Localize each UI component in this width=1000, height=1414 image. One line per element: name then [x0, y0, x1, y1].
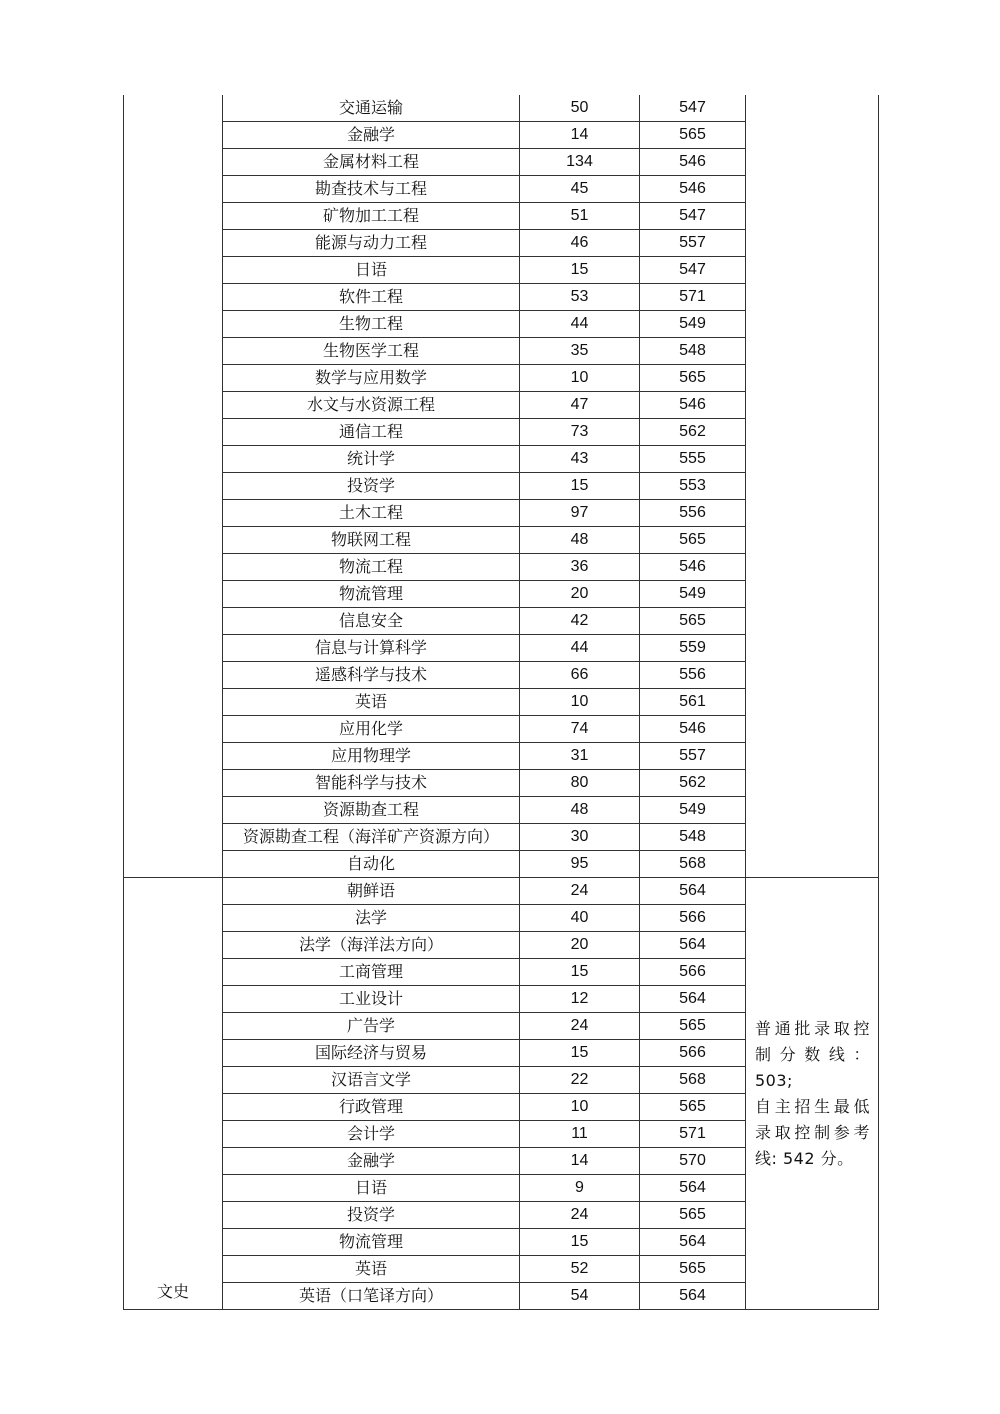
major-name-cell: 金融学: [223, 122, 520, 149]
category-cell-science: [124, 95, 223, 878]
major-name-cell: 水文与水资源工程: [223, 392, 520, 419]
major-name-cell: 汉语言文学: [223, 1067, 520, 1094]
min-score-cell: 559: [640, 635, 746, 662]
admitted-count-cell: 10: [520, 1094, 640, 1121]
major-name-cell: 勘查技术与工程: [223, 176, 520, 203]
min-score-cell: 557: [640, 230, 746, 257]
admitted-count-cell: 48: [520, 527, 640, 554]
major-name-cell: 应用化学: [223, 716, 520, 743]
min-score-cell: 546: [640, 149, 746, 176]
major-name-cell: 物流管理: [223, 1229, 520, 1256]
admitted-count-cell: 42: [520, 608, 640, 635]
min-score-cell: 561: [640, 689, 746, 716]
min-score-cell: 564: [640, 932, 746, 959]
major-name-cell: 信息安全: [223, 608, 520, 635]
note-line: 线: 542 分。: [755, 1148, 854, 1168]
min-score-cell: 548: [640, 338, 746, 365]
note-cell-science: [746, 95, 879, 878]
min-score-cell: 564: [640, 1283, 746, 1310]
major-name-cell: 智能科学与技术: [223, 770, 520, 797]
min-score-cell: 549: [640, 581, 746, 608]
major-name-cell: 统计学: [223, 446, 520, 473]
admitted-count-cell: 14: [520, 122, 640, 149]
admitted-count-cell: 44: [520, 311, 640, 338]
admitted-count-cell: 134: [520, 149, 640, 176]
major-name-cell: 金属材料工程: [223, 149, 520, 176]
table-row: [124, 95, 879, 122]
major-name-cell: 行政管理: [223, 1094, 520, 1121]
min-score-cell: 566: [640, 1040, 746, 1067]
major-name-cell: 法学（海洋法方向）: [223, 932, 520, 959]
min-score-cell: 549: [640, 797, 746, 824]
admitted-count-cell: 40: [520, 905, 640, 932]
admitted-count-cell: 20: [520, 581, 640, 608]
min-score-cell: 557: [640, 743, 746, 770]
min-score-cell: 564: [640, 1229, 746, 1256]
major-name-cell: 日语: [223, 1175, 520, 1202]
admitted-count-cell: 24: [520, 1013, 640, 1040]
min-score-cell: 565: [640, 1256, 746, 1283]
major-name-cell: 通信工程: [223, 419, 520, 446]
min-score-cell: 568: [640, 851, 746, 878]
major-name-cell: 软件工程: [223, 284, 520, 311]
table-row: [124, 878, 879, 905]
min-score-cell: 565: [640, 1094, 746, 1121]
major-name-cell: 英语: [223, 689, 520, 716]
admitted-count-cell: 9: [520, 1175, 640, 1202]
min-score-cell: 571: [640, 1121, 746, 1148]
admitted-count-cell: 24: [520, 1202, 640, 1229]
major-name-cell: 英语: [223, 1256, 520, 1283]
admitted-count-cell: 22: [520, 1067, 640, 1094]
major-name-cell: 自动化: [223, 851, 520, 878]
admission-score-table: [123, 95, 879, 1310]
admitted-count-cell: 66: [520, 662, 640, 689]
min-score-cell: 555: [640, 446, 746, 473]
major-name-cell: 遥感科学与技术: [223, 662, 520, 689]
min-score-cell: 547: [640, 257, 746, 284]
admission-score-sheet: [123, 95, 878, 1310]
min-score-cell: 562: [640, 770, 746, 797]
admitted-count-cell: 35: [520, 338, 640, 365]
category-cell-arts: 文史: [124, 878, 223, 1310]
admitted-count-cell: 48: [520, 797, 640, 824]
admitted-count-cell: 15: [520, 1229, 640, 1256]
admitted-count-cell: 36: [520, 554, 640, 581]
admitted-count-cell: 12: [520, 986, 640, 1013]
note-line: 制分数线：: [755, 1044, 870, 1064]
major-name-cell: 英语（口笔译方向）: [223, 1283, 520, 1310]
major-name-cell: 国际经济与贸易: [223, 1040, 520, 1067]
admitted-count-cell: 10: [520, 365, 640, 392]
major-name-cell: 投资学: [223, 473, 520, 500]
min-score-cell: 565: [640, 1202, 746, 1229]
admitted-count-cell: 95: [520, 851, 640, 878]
min-score-cell: 547: [640, 203, 746, 230]
min-score-cell: 546: [640, 176, 746, 203]
major-name-cell: 广告学: [223, 1013, 520, 1040]
major-name-cell: 土木工程: [223, 500, 520, 527]
admitted-count-cell: 80: [520, 770, 640, 797]
admitted-count-cell: 24: [520, 878, 640, 905]
admitted-count-cell: 31: [520, 743, 640, 770]
min-score-cell: 553: [640, 473, 746, 500]
major-name-cell: 日语: [223, 257, 520, 284]
min-score-cell: 565: [640, 365, 746, 392]
admitted-count-cell: 52: [520, 1256, 640, 1283]
major-name-cell: 信息与计算科学: [223, 635, 520, 662]
major-name-cell: 交通运输: [223, 95, 520, 122]
min-score-cell: 564: [640, 878, 746, 905]
admitted-count-cell: 15: [520, 473, 640, 500]
min-score-cell: 547: [640, 95, 746, 122]
min-score-cell: 568: [640, 1067, 746, 1094]
min-score-cell: 571: [640, 284, 746, 311]
admitted-count-cell: 46: [520, 230, 640, 257]
min-score-cell: 549: [640, 311, 746, 338]
admitted-count-cell: 14: [520, 1148, 640, 1175]
admitted-count-cell: 15: [520, 257, 640, 284]
min-score-cell: 564: [640, 986, 746, 1013]
min-score-cell: 565: [640, 608, 746, 635]
major-name-cell: 生物工程: [223, 311, 520, 338]
major-name-cell: 物联网工程: [223, 527, 520, 554]
min-score-cell: 565: [640, 122, 746, 149]
admitted-count-cell: 47: [520, 392, 640, 419]
min-score-cell: 546: [640, 554, 746, 581]
admitted-count-cell: 73: [520, 419, 640, 446]
admitted-count-cell: 53: [520, 284, 640, 311]
admitted-count-cell: 20: [520, 932, 640, 959]
major-name-cell: 生物医学工程: [223, 338, 520, 365]
major-name-cell: 会计学: [223, 1121, 520, 1148]
admitted-count-cell: 51: [520, 203, 640, 230]
min-score-cell: 565: [640, 527, 746, 554]
major-name-cell: 工业设计: [223, 986, 520, 1013]
min-score-cell: 565: [640, 1013, 746, 1040]
major-name-cell: 物流管理: [223, 581, 520, 608]
admitted-count-cell: 97: [520, 500, 640, 527]
min-score-cell: 564: [640, 1175, 746, 1202]
major-name-cell: 投资学: [223, 1202, 520, 1229]
min-score-cell: 556: [640, 500, 746, 527]
min-score-cell: 548: [640, 824, 746, 851]
admitted-count-cell: 54: [520, 1283, 640, 1310]
admitted-count-cell: 45: [520, 176, 640, 203]
min-score-cell: 546: [640, 716, 746, 743]
admitted-count-cell: 30: [520, 824, 640, 851]
min-score-cell: 556: [640, 662, 746, 689]
admitted-count-cell: 10: [520, 689, 640, 716]
note-line: 自主招生最低: [755, 1096, 870, 1116]
major-name-cell: 法学: [223, 905, 520, 932]
major-name-cell: 朝鲜语: [223, 878, 520, 905]
major-name-cell: 矿物加工工程: [223, 203, 520, 230]
min-score-cell: 546: [640, 392, 746, 419]
admitted-count-cell: 44: [520, 635, 640, 662]
note-line: 503;: [755, 1070, 793, 1090]
admitted-count-cell: 74: [520, 716, 640, 743]
admitted-count-cell: 15: [520, 959, 640, 986]
major-name-cell: 金融学: [223, 1148, 520, 1175]
note-cell-arts: [746, 878, 879, 1310]
min-score-cell: 570: [640, 1148, 746, 1175]
major-name-cell: 能源与动力工程: [223, 230, 520, 257]
admitted-count-cell: 43: [520, 446, 640, 473]
major-name-cell: 资源勘查工程（海洋矿产资源方向）: [223, 824, 520, 851]
note-line: 普通批录取控: [755, 1018, 870, 1038]
note-line: 录取控制参考: [755, 1122, 870, 1142]
major-name-cell: 数学与应用数学: [223, 365, 520, 392]
table-body: [124, 95, 879, 1310]
admitted-count-cell: 11: [520, 1121, 640, 1148]
major-name-cell: 物流工程: [223, 554, 520, 581]
major-name-cell: 应用物理学: [223, 743, 520, 770]
major-name-cell: 工商管理: [223, 959, 520, 986]
admitted-count-cell: 15: [520, 1040, 640, 1067]
min-score-cell: 566: [640, 959, 746, 986]
min-score-cell: 562: [640, 419, 746, 446]
major-name-cell: 资源勘查工程: [223, 797, 520, 824]
min-score-cell: 566: [640, 905, 746, 932]
admitted-count-cell: 50: [520, 95, 640, 122]
